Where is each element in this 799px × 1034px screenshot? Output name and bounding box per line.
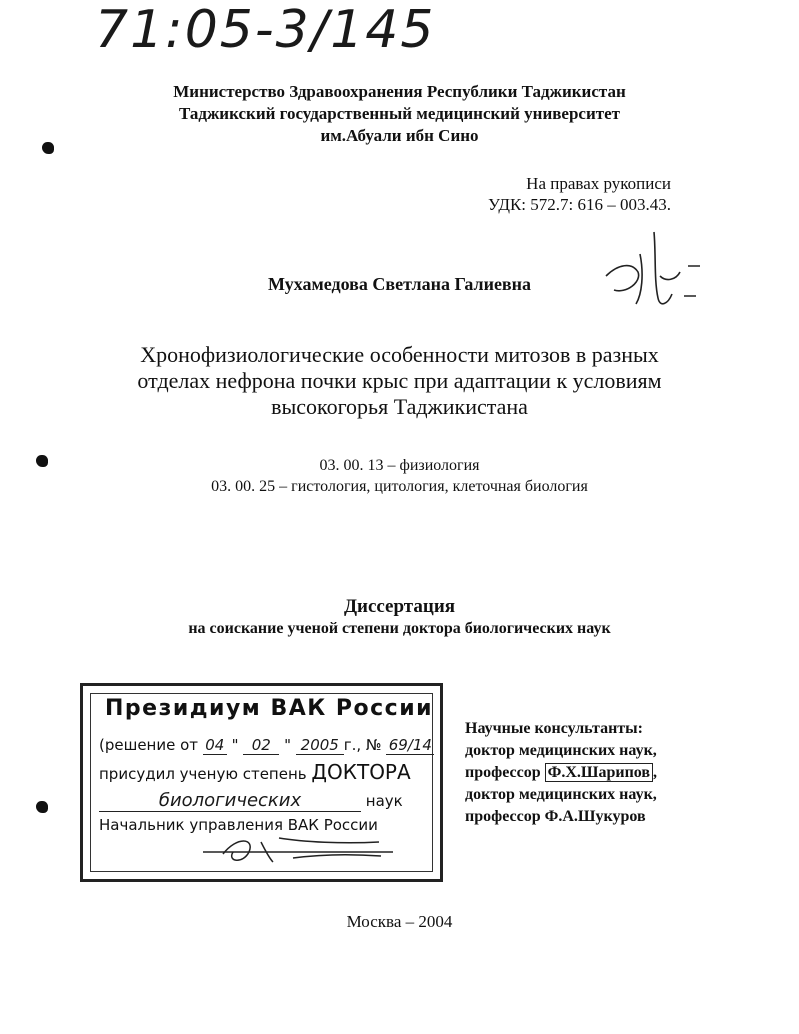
vak-stamp [80, 683, 443, 882]
margin-mark [36, 801, 48, 813]
ministry-line: Министерство Здравоохранения Республики Таджикистан [173, 82, 626, 101]
stamp-field-suffix: наук [365, 792, 403, 810]
consultant-2-prefix: профессор [465, 808, 541, 825]
specialty-physiology: 03. 00. 13 – физиология [319, 457, 480, 474]
consultant-1-degree: доктор медицинских наук, [465, 742, 657, 759]
signature-scribble [596, 224, 706, 320]
city-year: Москва – 2004 [346, 912, 453, 931]
author-name: Мухамедова Светлана Галиевна [267, 274, 532, 294]
stamp-field: биологических [99, 790, 361, 812]
stamp-decision-line: (решение от 04 " 02 " 2005 г., № 69/14 [99, 736, 434, 755]
stamp-chief-label: Начальник управления ВАК России [99, 816, 378, 834]
consultant-1-name: Ф.Х.Шарипов [545, 763, 653, 782]
consultant-2-degree: доктор медицинских наук, [465, 786, 657, 803]
margin-mark [42, 142, 54, 154]
specialty-histology: 03. 00. 25 – гистология, цитология, клеточная биология [211, 478, 588, 495]
consultant-1-prefix: профессор [465, 764, 541, 781]
stamp-year-suffix: г., № [343, 736, 382, 754]
stamp-title: Президиум ВАК России [105, 696, 434, 721]
stamp-year: 2005 [296, 736, 344, 755]
stamp-day: 04 [203, 736, 227, 755]
consultant-2-name: Ф.А.Шукуров [544, 808, 646, 825]
consultants-heading: Научные консультанты: [465, 720, 643, 737]
stamp-degree: ДОКТОРА [311, 760, 411, 784]
stamp-awarded-line [99, 760, 411, 784]
dissertation-subheading: на соискание ученой степени доктора биологических наук [188, 620, 611, 637]
named-after-line: им.Абуали ибн Сино [320, 126, 479, 145]
dissertation-title [0, 342, 799, 420]
consultant-2 [465, 806, 657, 828]
dissertation-heading: Диссертация [343, 596, 456, 617]
title-line-3: высокогорья Таджикистана [271, 394, 528, 419]
stamp-awarded-text: присудил ученую степень [99, 765, 307, 783]
stamp-number: 69/14 [386, 736, 434, 755]
manuscript-rights-note: На правах рукописи [526, 174, 671, 193]
stamp-decision-prefix: (решение от [99, 736, 199, 754]
stamp-month: 02 [243, 736, 279, 755]
university-line: Таджикский государственный медицинский университет [178, 104, 621, 123]
scientific-consultants [465, 718, 657, 828]
stamp-field-line [99, 790, 403, 812]
consultant-1 [465, 762, 657, 784]
stamp-signature [203, 832, 393, 868]
title-line-2: отделах нефрона почки крыс при адаптации к условиям [137, 368, 662, 393]
catalog-number: 71:05-3/145 [95, 0, 436, 60]
consultant-1-suffix: , [653, 764, 658, 781]
udk-code: УДК: 572.7: 616 – 003.43. [488, 195, 671, 214]
title-line-1: Хронофизиологические особенности митозов в разных [140, 342, 659, 367]
